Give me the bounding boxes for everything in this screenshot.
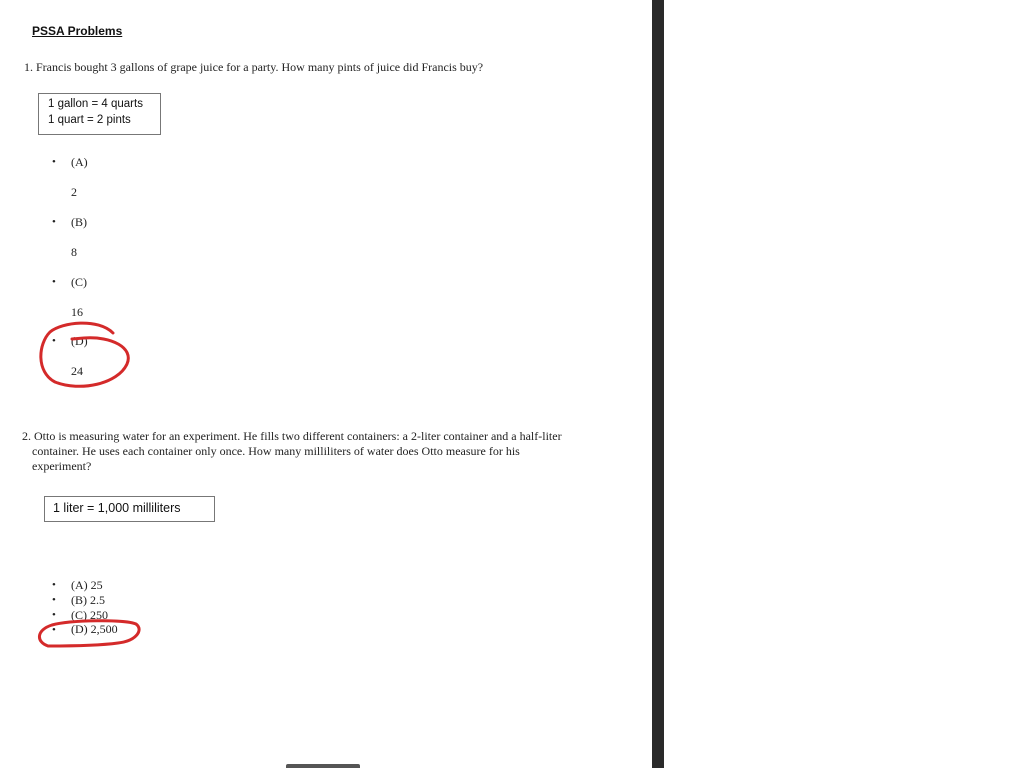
- question-text-line: 2. Otto is measuring water for an experiment. He fills two different containers: a 2-liter container and a half-liter: [22, 429, 562, 443]
- question-1-conversion-box: [38, 93, 161, 135]
- option-item: (B) 2.5: [71, 593, 105, 607]
- bullet-icon: •: [52, 594, 56, 606]
- bullet-icon: •: [52, 216, 56, 228]
- conversion-line: 1 gallon = 4 quarts: [48, 98, 143, 110]
- option-label: (C): [71, 275, 87, 289]
- option-value: 2: [71, 185, 77, 199]
- option-item: (A) 25: [71, 578, 103, 592]
- page-title: PSSA Problems: [32, 24, 123, 38]
- question-text-line: experiment?: [32, 459, 92, 473]
- option-value: 8: [71, 245, 77, 259]
- bullet-icon: •: [52, 609, 56, 621]
- option-label: (A): [71, 155, 88, 169]
- bullet-icon: •: [52, 156, 56, 168]
- option-item: (C) 250: [71, 608, 108, 622]
- option-value: 24: [71, 364, 83, 378]
- blank-pane: [664, 0, 1024, 768]
- question-text-line: container. He uses each container only once. How many milliliters of water does Otto measure for his: [32, 444, 520, 458]
- option-label: (D): [71, 334, 88, 348]
- option-label: (B): [71, 215, 87, 229]
- question-2-text: [22, 429, 622, 474]
- answer-circle-question-1: [41, 323, 128, 386]
- option-value: 16: [71, 305, 83, 319]
- conversion-line: 1 liter = 1,000 milliliters: [53, 501, 181, 515]
- bullet-icon: •: [52, 624, 56, 636]
- bullet-icon: •: [52, 579, 56, 591]
- home-indicator[interactable]: [286, 764, 360, 768]
- conversion-line: 1 quart = 2 pints: [48, 114, 131, 126]
- bullet-icon: •: [52, 335, 56, 347]
- question-2-conversion-box: [44, 496, 215, 522]
- question-1-text: 1. Francis bought 3 gallons of grape juice for a party. How many pints of juice did Francis buy?: [24, 60, 484, 74]
- split-divider[interactable]: [652, 0, 664, 768]
- option-item: (D) 2,500: [71, 622, 118, 636]
- bullet-icon: •: [52, 276, 56, 288]
